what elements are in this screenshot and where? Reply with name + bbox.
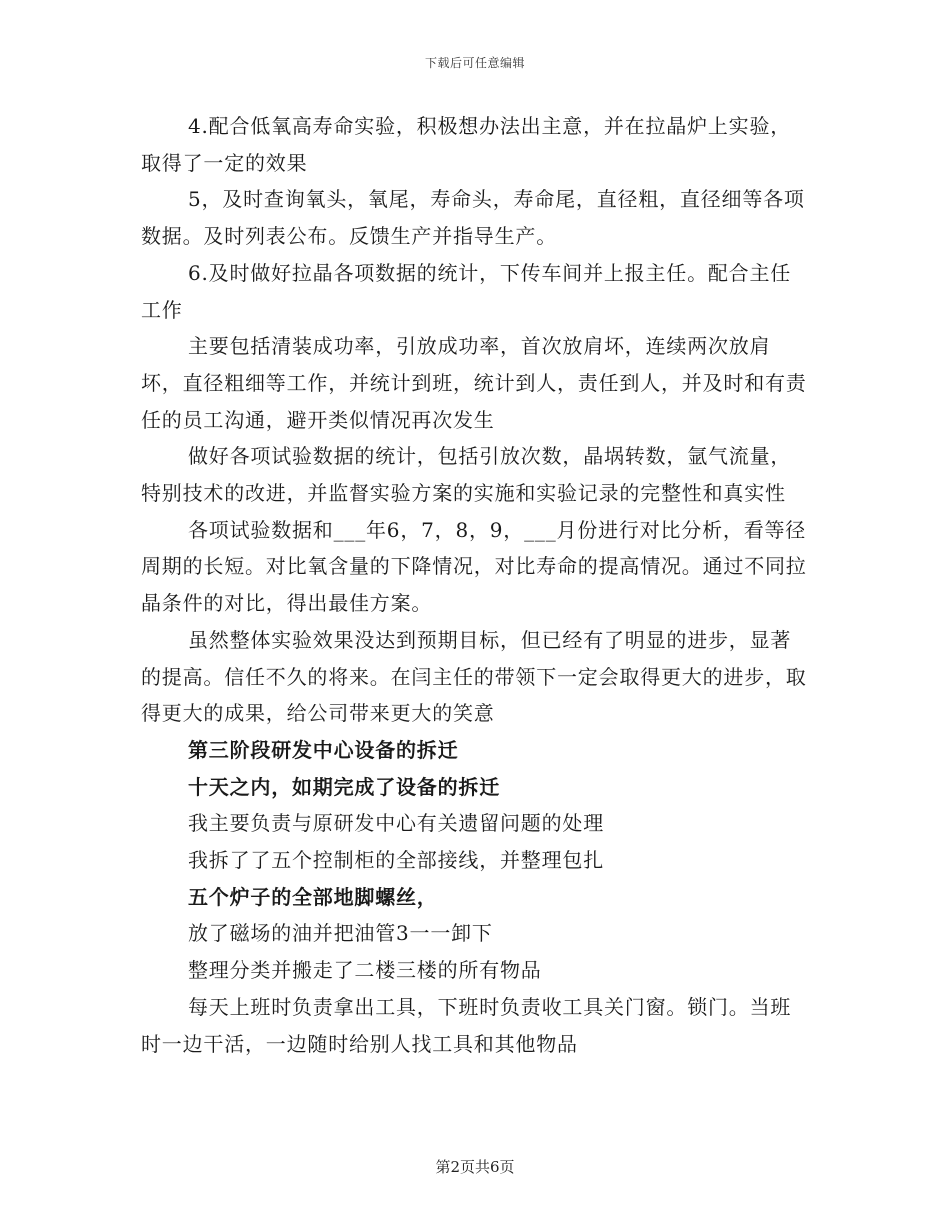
page-header: 下载后可任意编辑	[424, 56, 525, 70]
paragraph: 4.配合低氧高寿命实验，积极想办法出主意，并在拉晶炉上实验，取得了一定的效果	[141, 114, 792, 175]
paragraph: 各项试验数据和___年6，7，8，9，___月份进行对比分析，看等径周期的长短。对比氧含量的下降情况，对比寿命的提高情况。通过不同拉晶条件的对比，得出最佳方案。	[141, 517, 807, 616]
paragraph: 虽然整体实验效果没达到预期目标，但已经有了明显的进步，显著的提高。信任不久的将来。在闫主任的带领下一定会取得更大的进步，取得更大的成果，给公司带来更大的笑意	[141, 627, 807, 726]
paragraph: 放了磁场的油并把油管3一一卸下	[188, 921, 493, 946]
paragraph: 整理分类并搬走了二楼三楼的所有物品	[188, 958, 542, 983]
paragraph: 每天上班时负责拿出工具，下班时负责收工具关门窗。锁门。当班时一边干活，一边随时给别人找工具和其他物品	[141, 994, 792, 1056]
document-body	[141, 108, 811, 1062]
paragraph: 我主要负责与原研发中心有关遗留问题的处理	[188, 811, 604, 836]
page-footer: 第2页共6页	[435, 1158, 515, 1176]
paragraph: 我拆了了五个控制柜的全部接线，并整理包扎	[188, 848, 604, 873]
paragraph: 做好各项试验数据的统计，包括引放次数，晶埚转数，氩气流量，特别技术的改进，并监督实验方案的实施和实验记录的完整性和真实性	[141, 444, 792, 506]
bold-paragraph: 五个炉子的全部地脚螺丝，	[188, 884, 438, 909]
bold-paragraph: 十天之内，如期完成了设备的拆迁	[188, 774, 500, 799]
paragraph: 主要包括清装成功率，引放成功率，首次放肩坏，连续两次放肩坏，直径粗细等工作，并统计到班，统计到人，责任到人，并及时和有责任的员工沟通，避开类似情况再次发生	[141, 334, 807, 432]
section-heading: 第三阶段研发中心设备的拆迁	[188, 737, 459, 762]
paragraph: 6.及时做好拉晶各项数据的统计，下传车间并上报主任。配合主任工作	[141, 260, 792, 322]
paragraph: 5，及时查询氧头，氧尾，寿命头，寿命尾，直径粗，直径细等各项数据。及时列表公布。反馈生产并指导生产。	[141, 187, 805, 249]
